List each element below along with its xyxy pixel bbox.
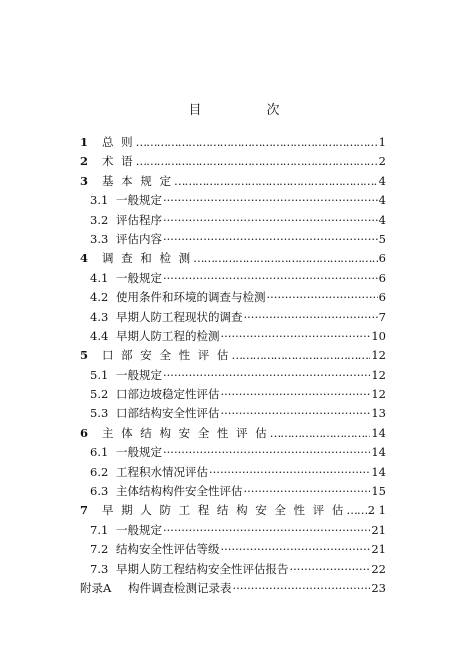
toc-entry-page: 13 <box>371 406 386 421</box>
toc-leader-dots <box>346 503 366 517</box>
toc-entry-title: 一般规定 <box>116 522 162 537</box>
toc-entry-number: 3.1 <box>90 193 109 208</box>
toc-leader-dots <box>163 193 378 207</box>
toc-entry[interactable] <box>80 483 386 502</box>
toc-entry-title: 评估程序 <box>116 212 162 227</box>
toc-entry-title: 主 体 结 构 安 全 性 评 估 <box>102 425 269 440</box>
toc-entry-page: 14 <box>371 425 386 440</box>
toc-leader-dots <box>163 213 378 227</box>
page-title: 目 次 <box>188 103 306 118</box>
toc-entry[interactable] <box>80 173 386 192</box>
toc-entry[interactable] <box>80 270 386 289</box>
toc-leader-dots <box>136 154 378 168</box>
toc-entry-number: 7.1 <box>90 522 109 537</box>
toc-leader-dots <box>193 251 378 265</box>
toc-entry-number: 4.2 <box>90 290 109 305</box>
toc-entry-number: 6.3 <box>90 484 109 499</box>
toc-entry[interactable] <box>80 444 386 463</box>
toc-entry-number: 4.4 <box>90 328 109 343</box>
toc-entry-number: 1 <box>80 135 89 149</box>
toc-entry-page: 7 <box>378 309 386 324</box>
toc-entry[interactable] <box>80 502 386 521</box>
toc-entry-number: 6.2 <box>90 464 109 479</box>
toc-entry-page: 5 <box>378 231 386 246</box>
toc-entry-number: 5.1 <box>90 367 109 382</box>
toc-entry[interactable] <box>80 541 386 560</box>
toc-leader-dots <box>244 484 371 498</box>
toc-entry-title: 评估内容 <box>116 231 162 246</box>
toc-leader-dots <box>163 368 370 382</box>
toc-entry[interactable] <box>80 405 386 424</box>
toc-entry-title: 一般规定 <box>116 193 162 208</box>
toc-entry-number: 7.3 <box>90 561 109 576</box>
toc-entry-title: 结构安全性评估等级 <box>116 542 220 557</box>
toc-entry-page: 12 <box>371 367 386 382</box>
toc-leader-dots <box>221 542 371 556</box>
toc-entry-number: 7.2 <box>90 542 109 557</box>
toc-entry-number: 4.1 <box>90 270 109 285</box>
toc-entry-title: 早期人防工程现状的调查 <box>116 309 243 324</box>
toc-entry-title: 一般规定 <box>116 445 162 460</box>
toc-entry[interactable] <box>80 367 386 386</box>
toc-entry[interactable] <box>80 309 386 328</box>
toc-entry-title: 早 期 人 防 工 程 结 构 安 全 性 评 估 <box>102 503 346 518</box>
toc-leader-dots <box>163 523 370 537</box>
toc-entry-number: 7 <box>80 503 89 518</box>
toc-entry-page: 23 <box>371 580 386 595</box>
toc-entry[interactable] <box>80 192 386 211</box>
toc-entry-title: 早期人防工程结构安全性评估报告 <box>116 561 289 576</box>
toc-entry-number: 5 <box>80 348 89 363</box>
toc-entry-title: 术 语 <box>102 154 135 169</box>
toc-entry-number: 3 <box>80 173 89 188</box>
toc-entry-page: 2 <box>378 154 386 169</box>
toc-entry-number: 5.2 <box>90 387 109 402</box>
toc-entry-number: 3.2 <box>90 212 109 227</box>
toc-entry[interactable] <box>80 328 386 347</box>
toc-entry-page: 14 <box>371 445 386 460</box>
toc-entry-title: 构件调查检测记录表 <box>128 580 232 595</box>
toc-entry-page: 4 <box>378 173 386 188</box>
toc-leader-dots <box>163 445 370 459</box>
toc-entry-page: 2 1 <box>367 503 386 518</box>
toc-entry[interactable] <box>80 212 386 231</box>
toc-entry[interactable] <box>80 289 386 308</box>
toc-leader-dots <box>244 310 378 324</box>
toc-entry[interactable] <box>80 231 386 250</box>
toc-leader-dots <box>290 562 371 576</box>
toc-entry-page: 12 <box>371 387 386 402</box>
toc-leader-dots <box>231 348 370 362</box>
toc-entry-number: 附录A <box>80 580 112 595</box>
toc-leader-dots <box>233 581 371 595</box>
toc-entry[interactable] <box>80 522 386 541</box>
toc-entry-page: 14 <box>371 464 386 479</box>
toc-entry[interactable] <box>80 134 386 153</box>
toc-entry-page: 1 <box>378 135 386 149</box>
toc-leader-dots <box>267 290 378 304</box>
toc-entry-title: 一般规定 <box>116 270 162 285</box>
toc-entry-page: 15 <box>371 484 386 499</box>
toc-leader-dots <box>174 174 378 188</box>
toc-entry-title: 工程积水情况评估 <box>116 464 208 479</box>
toc-leader-dots <box>270 426 371 440</box>
toc-entry-number: 6 <box>80 425 89 440</box>
toc-entry-title: 一般规定 <box>116 367 162 382</box>
toc-leader-dots <box>221 329 371 343</box>
toc-leader-dots <box>209 465 370 479</box>
toc-entry-page: 22 <box>371 561 386 576</box>
toc-entry-title: 基 本 规 定 <box>102 173 173 188</box>
toc-entry-page: 4 <box>378 193 386 208</box>
toc-entry[interactable] <box>80 425 386 444</box>
toc-entry-page: 10 <box>371 328 386 343</box>
toc-entry-number: 4 <box>80 251 89 266</box>
toc-entry[interactable] <box>80 561 386 580</box>
toc-entry-number: 2 <box>80 154 89 169</box>
toc-entry-title: 口 部 安 全 性 评 估 <box>102 348 231 363</box>
toc-entry-number: 3.3 <box>90 231 109 246</box>
toc-entry-page: 21 <box>371 522 386 537</box>
toc-entry-page: 4 <box>378 212 386 227</box>
toc-leader-dots <box>163 232 378 246</box>
toc-entry[interactable] <box>80 347 386 366</box>
toc-list <box>80 134 386 599</box>
toc-entry-number: 5.3 <box>90 406 109 421</box>
toc-entry-title: 口部结构安全性评估 <box>116 406 220 421</box>
toc-entry-title: 早期人防工程的检测 <box>116 328 220 343</box>
toc-leader-dots <box>221 387 371 401</box>
toc-entry-page: 6 <box>378 290 386 305</box>
toc-leader-dots <box>221 406 371 420</box>
toc-entry-page: 12 <box>371 348 386 363</box>
toc-entry[interactable] <box>80 250 386 269</box>
toc-entry[interactable] <box>80 580 386 599</box>
toc-entry-title: 调 查 和 检 测 <box>102 251 193 266</box>
toc-entry[interactable] <box>80 386 386 405</box>
toc-entry-number: 6.1 <box>90 445 109 460</box>
toc-leader-dots <box>163 271 378 285</box>
toc-leader-dots <box>136 135 378 149</box>
toc-entry[interactable] <box>80 464 386 483</box>
toc-entry-title: 口部边坡稳定性评估 <box>116 387 220 402</box>
toc-entry-page: 21 <box>371 542 386 557</box>
toc-entry[interactable] <box>80 153 386 172</box>
toc-entry-title: 主体结构构件安全性评估 <box>116 484 243 499</box>
toc-entry-number: 4.3 <box>90 309 109 324</box>
toc-entry-title: 使用条件和环境的调查与检测 <box>116 290 266 305</box>
toc-entry-page: 6 <box>378 270 386 285</box>
toc-entry-title: 总 则 <box>102 135 135 149</box>
toc-entry-page: 6 <box>378 251 386 266</box>
